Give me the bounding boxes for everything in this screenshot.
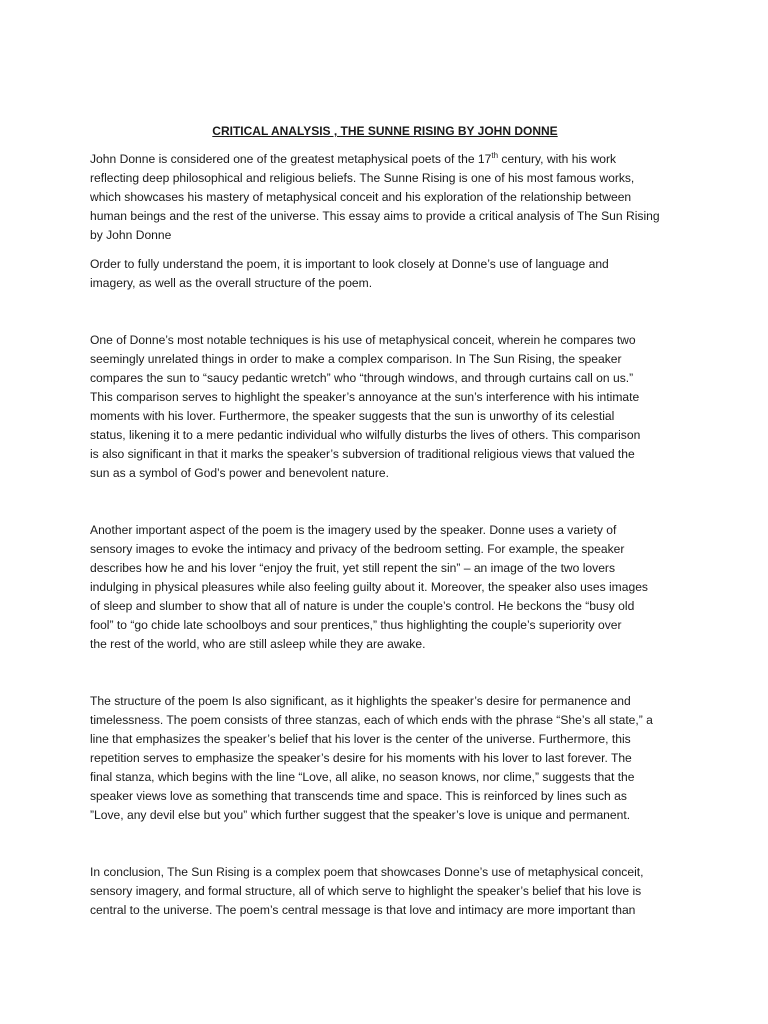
- text-line: sensory imagery, and formal structure, all of which serve to highlight the speaker’s belief that his love is: [90, 884, 642, 898]
- text-line: the rest of the world, who are still asleep while they are awake.: [90, 637, 426, 651]
- text-line: sun as a symbol of God’s power and benevolent nature.: [90, 466, 389, 480]
- text-line: final stanza, which begins with the line “Love, all alike, no season knows, nor clime,” suggests that the: [90, 770, 635, 784]
- paragraph-conceit: [90, 331, 680, 483]
- text-line: sensory images to evoke the intimacy and privacy of the bedroom setting. For example, the speaker: [90, 542, 625, 556]
- text-line: which showcases his mastery of metaphysical conceit and his exploration of the relationship between: [90, 190, 632, 204]
- paragraph-intro: [90, 150, 680, 245]
- text-line: of sleep and slumber to show that all of nature is under the couple’s control. He beckons the “busy old: [90, 599, 635, 613]
- document-title: CRITICAL ANALYSIS , THE SUNNE RISING BY JOHN DONNE: [212, 124, 558, 138]
- text-line: status, likening it to a mere pedantic individual who wilfully disturbs the lives of others. This comparison: [90, 428, 641, 442]
- text-line: Another important aspect of the poem is the imagery used by the speaker. Donne uses a variety of: [90, 523, 617, 537]
- text-line: is also significant in that it marks the speaker’s subversion of traditional religious views that valued the: [90, 447, 635, 461]
- text-line: Order to fully understand the poem, it is important to look closely at Donne’s use of language and: [90, 257, 609, 271]
- text-line: fool” to “go chide late schoolboys and sour prentices,” thus highlighting the couple’s superiority over: [90, 618, 622, 632]
- paragraph-structure: [90, 692, 680, 825]
- paragraph-imagery: [90, 521, 680, 654]
- text-line: imagery, as well as the overall structure of the poem.: [90, 276, 373, 290]
- text-line: John Donne is considered one of the greatest metaphysical poets of the 17th century, with his work: [90, 150, 617, 166]
- text-line: ”Love, any devil else but you” which further suggest that the speaker’s love is unique and permanent.: [90, 808, 631, 822]
- text-line: This comparison serves to highlight the speaker’s annoyance at the sun’s interference with his intimate: [90, 390, 640, 404]
- text-line: compares the sun to “saucy pedantic wretch” who “through windows, and through curtains call on us.”: [90, 371, 634, 385]
- text-line: The structure of the poem Is also significant, as it highlights the speaker’s desire for permanence and: [90, 694, 631, 708]
- text-line: central to the universe. The poem’s central message is that love and intimacy are more important than: [90, 903, 636, 917]
- document-body: [90, 122, 680, 920]
- text-line: line that emphasizes the speaker’s belief that his lover is the center of the universe. Furthermore, this: [90, 732, 631, 746]
- text-line: describes how he and his lover “enjoy the fruit, yet still repent the sin” – an image of the two lovers: [90, 561, 616, 575]
- text-line: In conclusion, The Sun Rising is a complex poem that showcases Donne’s use of metaphysical conceit,: [90, 865, 644, 879]
- text-line: repetition serves to emphasize the speaker’s desire for his moments with his lover to last forever. The: [90, 751, 632, 765]
- text-line: timelessness. The poem consists of three stanzas, each of which ends with the phrase “She’s all state,” a: [90, 713, 653, 727]
- paragraph-conclusion: [90, 863, 680, 920]
- text-line: human beings and the rest of the universe. This essay aims to provide a critical analysis of The Sun Rising: [90, 209, 660, 223]
- text-line: reflecting deep philosophical and religious beliefs. The Sunne Rising is one of his most famous works,: [90, 171, 635, 185]
- superscript: th: [491, 150, 499, 160]
- text-line: speaker views love as something that transcends time and space. This is reinforced by lines such as: [90, 789, 627, 803]
- text-line: by John Donne: [90, 228, 172, 242]
- text-line: seemingly unrelated things in order to make a complex comparison. In The Sun Rising, the speaker: [90, 352, 622, 366]
- text-line: moments with his lover. Furthermore, the speaker suggests that the sun is unworthy of its celestial: [90, 409, 615, 423]
- text-line: One of Donne’s most notable techniques is his use of metaphysical conceit, wherein he compares two: [90, 333, 636, 347]
- text-line: indulging in physical pleasures while also feeling guilty about it. Moreover, the speaker also uses images: [90, 580, 648, 594]
- paragraph-approach: [90, 255, 680, 293]
